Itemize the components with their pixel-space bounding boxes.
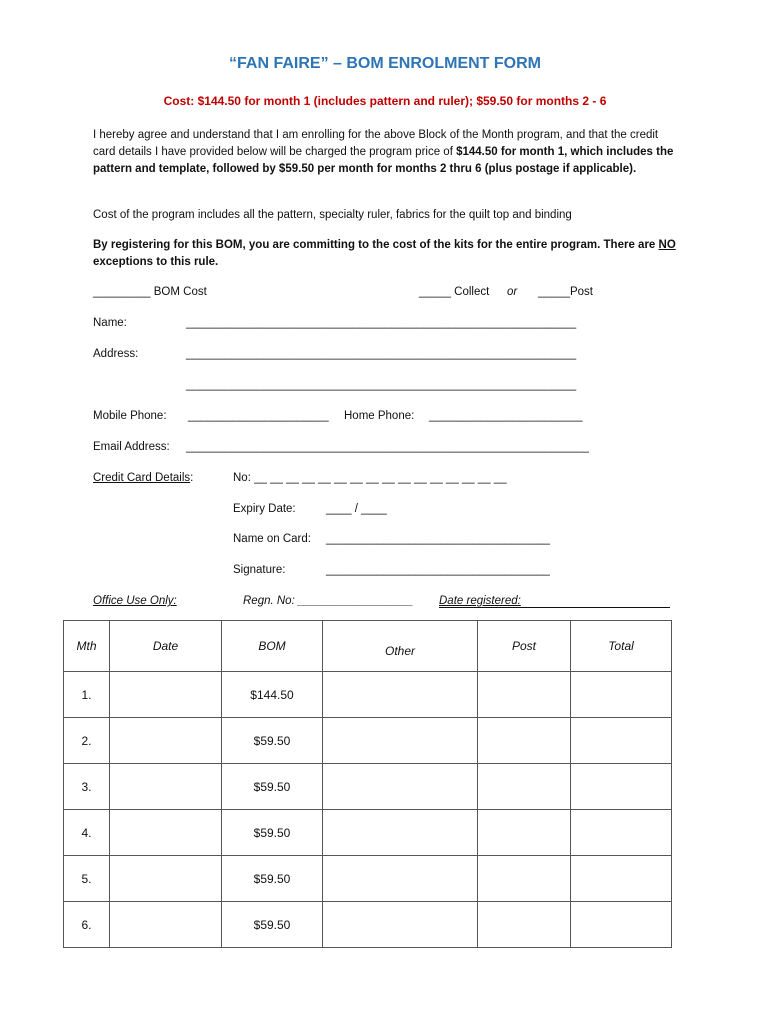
commitment-text: By registering for this BOM, you are committing to the cost of the kits for the entire program. There are bbox=[93, 239, 659, 251]
home-phone-label: Home Phone: bbox=[344, 410, 415, 422]
mobile-phone-input[interactable]: ______________________ bbox=[188, 410, 329, 422]
date-registered-field[interactable] bbox=[439, 595, 670, 608]
agreement-text: I hereby agree and understand that I am enrolling for the above Block of the Month program, and that the credit card details I have provided below will be charged the program price of bbox=[93, 129, 659, 158]
other-cell[interactable] bbox=[323, 718, 478, 764]
credit-card-details-label bbox=[93, 472, 193, 484]
address-input-line1[interactable]: _____________________________________________________________ bbox=[186, 348, 577, 360]
agreement-paragraph bbox=[93, 127, 683, 178]
name-label: Name: bbox=[93, 317, 127, 329]
name-on-card-label: Name on Card: bbox=[233, 533, 311, 545]
credit-card-colon: : bbox=[190, 472, 194, 484]
collect-field[interactable]: _____ Collect bbox=[419, 286, 490, 298]
table-row bbox=[64, 718, 672, 764]
table-row bbox=[64, 810, 672, 856]
registration-number-field[interactable]: Regn. No: __________________ bbox=[243, 595, 414, 607]
table-row bbox=[64, 672, 672, 718]
post-cell[interactable] bbox=[478, 902, 571, 948]
home-phone-input[interactable]: ________________________ bbox=[429, 410, 583, 422]
signature-label: Signature: bbox=[233, 564, 286, 576]
table-row bbox=[64, 764, 672, 810]
date-cell[interactable] bbox=[110, 902, 222, 948]
form-title: “FAN FAIRE” – BOM ENROLMENT FORM bbox=[229, 55, 541, 72]
total-cell[interactable] bbox=[571, 856, 672, 902]
month-cell: 4. bbox=[64, 810, 110, 856]
expiry-date-input[interactable]: ____ / ____ bbox=[326, 503, 387, 515]
date-cell[interactable] bbox=[110, 764, 222, 810]
post-cell[interactable] bbox=[478, 856, 571, 902]
name-on-card-input[interactable]: ___________________________________ bbox=[326, 533, 550, 545]
total-cell[interactable] bbox=[571, 810, 672, 856]
month-cell: 6. bbox=[64, 902, 110, 948]
other-cell[interactable] bbox=[323, 902, 478, 948]
month-cell: 3. bbox=[64, 764, 110, 810]
address-input-line2[interactable]: _____________________________________________________________ bbox=[186, 379, 577, 391]
post-cell[interactable] bbox=[478, 810, 571, 856]
program-includes-paragraph: Cost of the program includes all the pattern, specialty ruler, fabrics for the quilt top and binding bbox=[93, 209, 572, 221]
post-field[interactable]: _____Post bbox=[538, 286, 593, 298]
total-cell[interactable] bbox=[571, 718, 672, 764]
post-cell[interactable] bbox=[478, 764, 571, 810]
bom-cell: $59.50 bbox=[222, 856, 323, 902]
bom-cell: $59.50 bbox=[222, 764, 323, 810]
post-cell[interactable] bbox=[478, 672, 571, 718]
table-row bbox=[64, 902, 672, 948]
commitment-paragraph bbox=[93, 237, 683, 271]
other-cell[interactable] bbox=[323, 672, 478, 718]
date-cell[interactable] bbox=[110, 718, 222, 764]
table-row bbox=[64, 856, 672, 902]
other-cell[interactable] bbox=[323, 810, 478, 856]
month-cell: 2. bbox=[64, 718, 110, 764]
date-cell[interactable] bbox=[110, 672, 222, 718]
agreement-price-text: $144.50 for month 1, which includes the pattern and template, followed by $59.50 per month for months 2 thru 6 (plus postage if applicable). bbox=[93, 146, 674, 175]
month-cell: 1. bbox=[64, 672, 110, 718]
card-number-input[interactable]: No: __ __ __ __ __ __ __ __ __ __ __ __ __ __ __ __ bbox=[233, 472, 507, 484]
bom-cell: $144.50 bbox=[222, 672, 323, 718]
date-registered-label: Date registered: bbox=[439, 595, 521, 607]
date-cell[interactable] bbox=[110, 810, 222, 856]
month-cell: 5. bbox=[64, 856, 110, 902]
bom-cost-field[interactable]: _________ BOM Cost bbox=[93, 286, 207, 298]
cost-line: Cost: $144.50 for month 1 (includes pattern and ruler); $59.50 for months 2 - 6 bbox=[163, 94, 607, 108]
name-input[interactable]: _____________________________________________________________ bbox=[186, 317, 577, 329]
total-cell[interactable] bbox=[571, 902, 672, 948]
header-total: Total bbox=[571, 621, 672, 672]
bom-cell: $59.50 bbox=[222, 718, 323, 764]
bom-cell: $59.50 bbox=[222, 902, 323, 948]
commitment-no-text: NO bbox=[658, 239, 676, 251]
bom-cell: $59.50 bbox=[222, 810, 323, 856]
other-cell[interactable] bbox=[323, 764, 478, 810]
header-bom: BOM bbox=[222, 621, 323, 672]
address-label: Address: bbox=[93, 348, 139, 360]
total-cell[interactable] bbox=[571, 672, 672, 718]
or-text: or bbox=[507, 286, 518, 298]
credit-card-details-text: Credit Card Details bbox=[93, 472, 191, 484]
email-input[interactable]: _______________________________________________________________ bbox=[186, 441, 589, 453]
expiry-date-label: Expiry Date: bbox=[233, 503, 296, 515]
date-cell[interactable] bbox=[110, 856, 222, 902]
office-use-label: Office Use Only: bbox=[93, 595, 177, 607]
payment-table bbox=[63, 620, 671, 948]
signature-input[interactable]: ___________________________________ bbox=[326, 564, 550, 576]
other-cell[interactable] bbox=[323, 856, 478, 902]
total-cell[interactable] bbox=[571, 764, 672, 810]
commitment-text-end: exceptions to this rule. bbox=[93, 256, 219, 268]
header-mth: Mth bbox=[64, 621, 110, 672]
email-label: Email Address: bbox=[93, 441, 170, 453]
header-other: Other bbox=[323, 621, 478, 672]
post-cell[interactable] bbox=[478, 718, 571, 764]
header-date: Date bbox=[110, 621, 222, 672]
mobile-phone-label: Mobile Phone: bbox=[93, 410, 167, 422]
table-header-row bbox=[64, 621, 672, 672]
header-post: Post bbox=[478, 621, 571, 672]
